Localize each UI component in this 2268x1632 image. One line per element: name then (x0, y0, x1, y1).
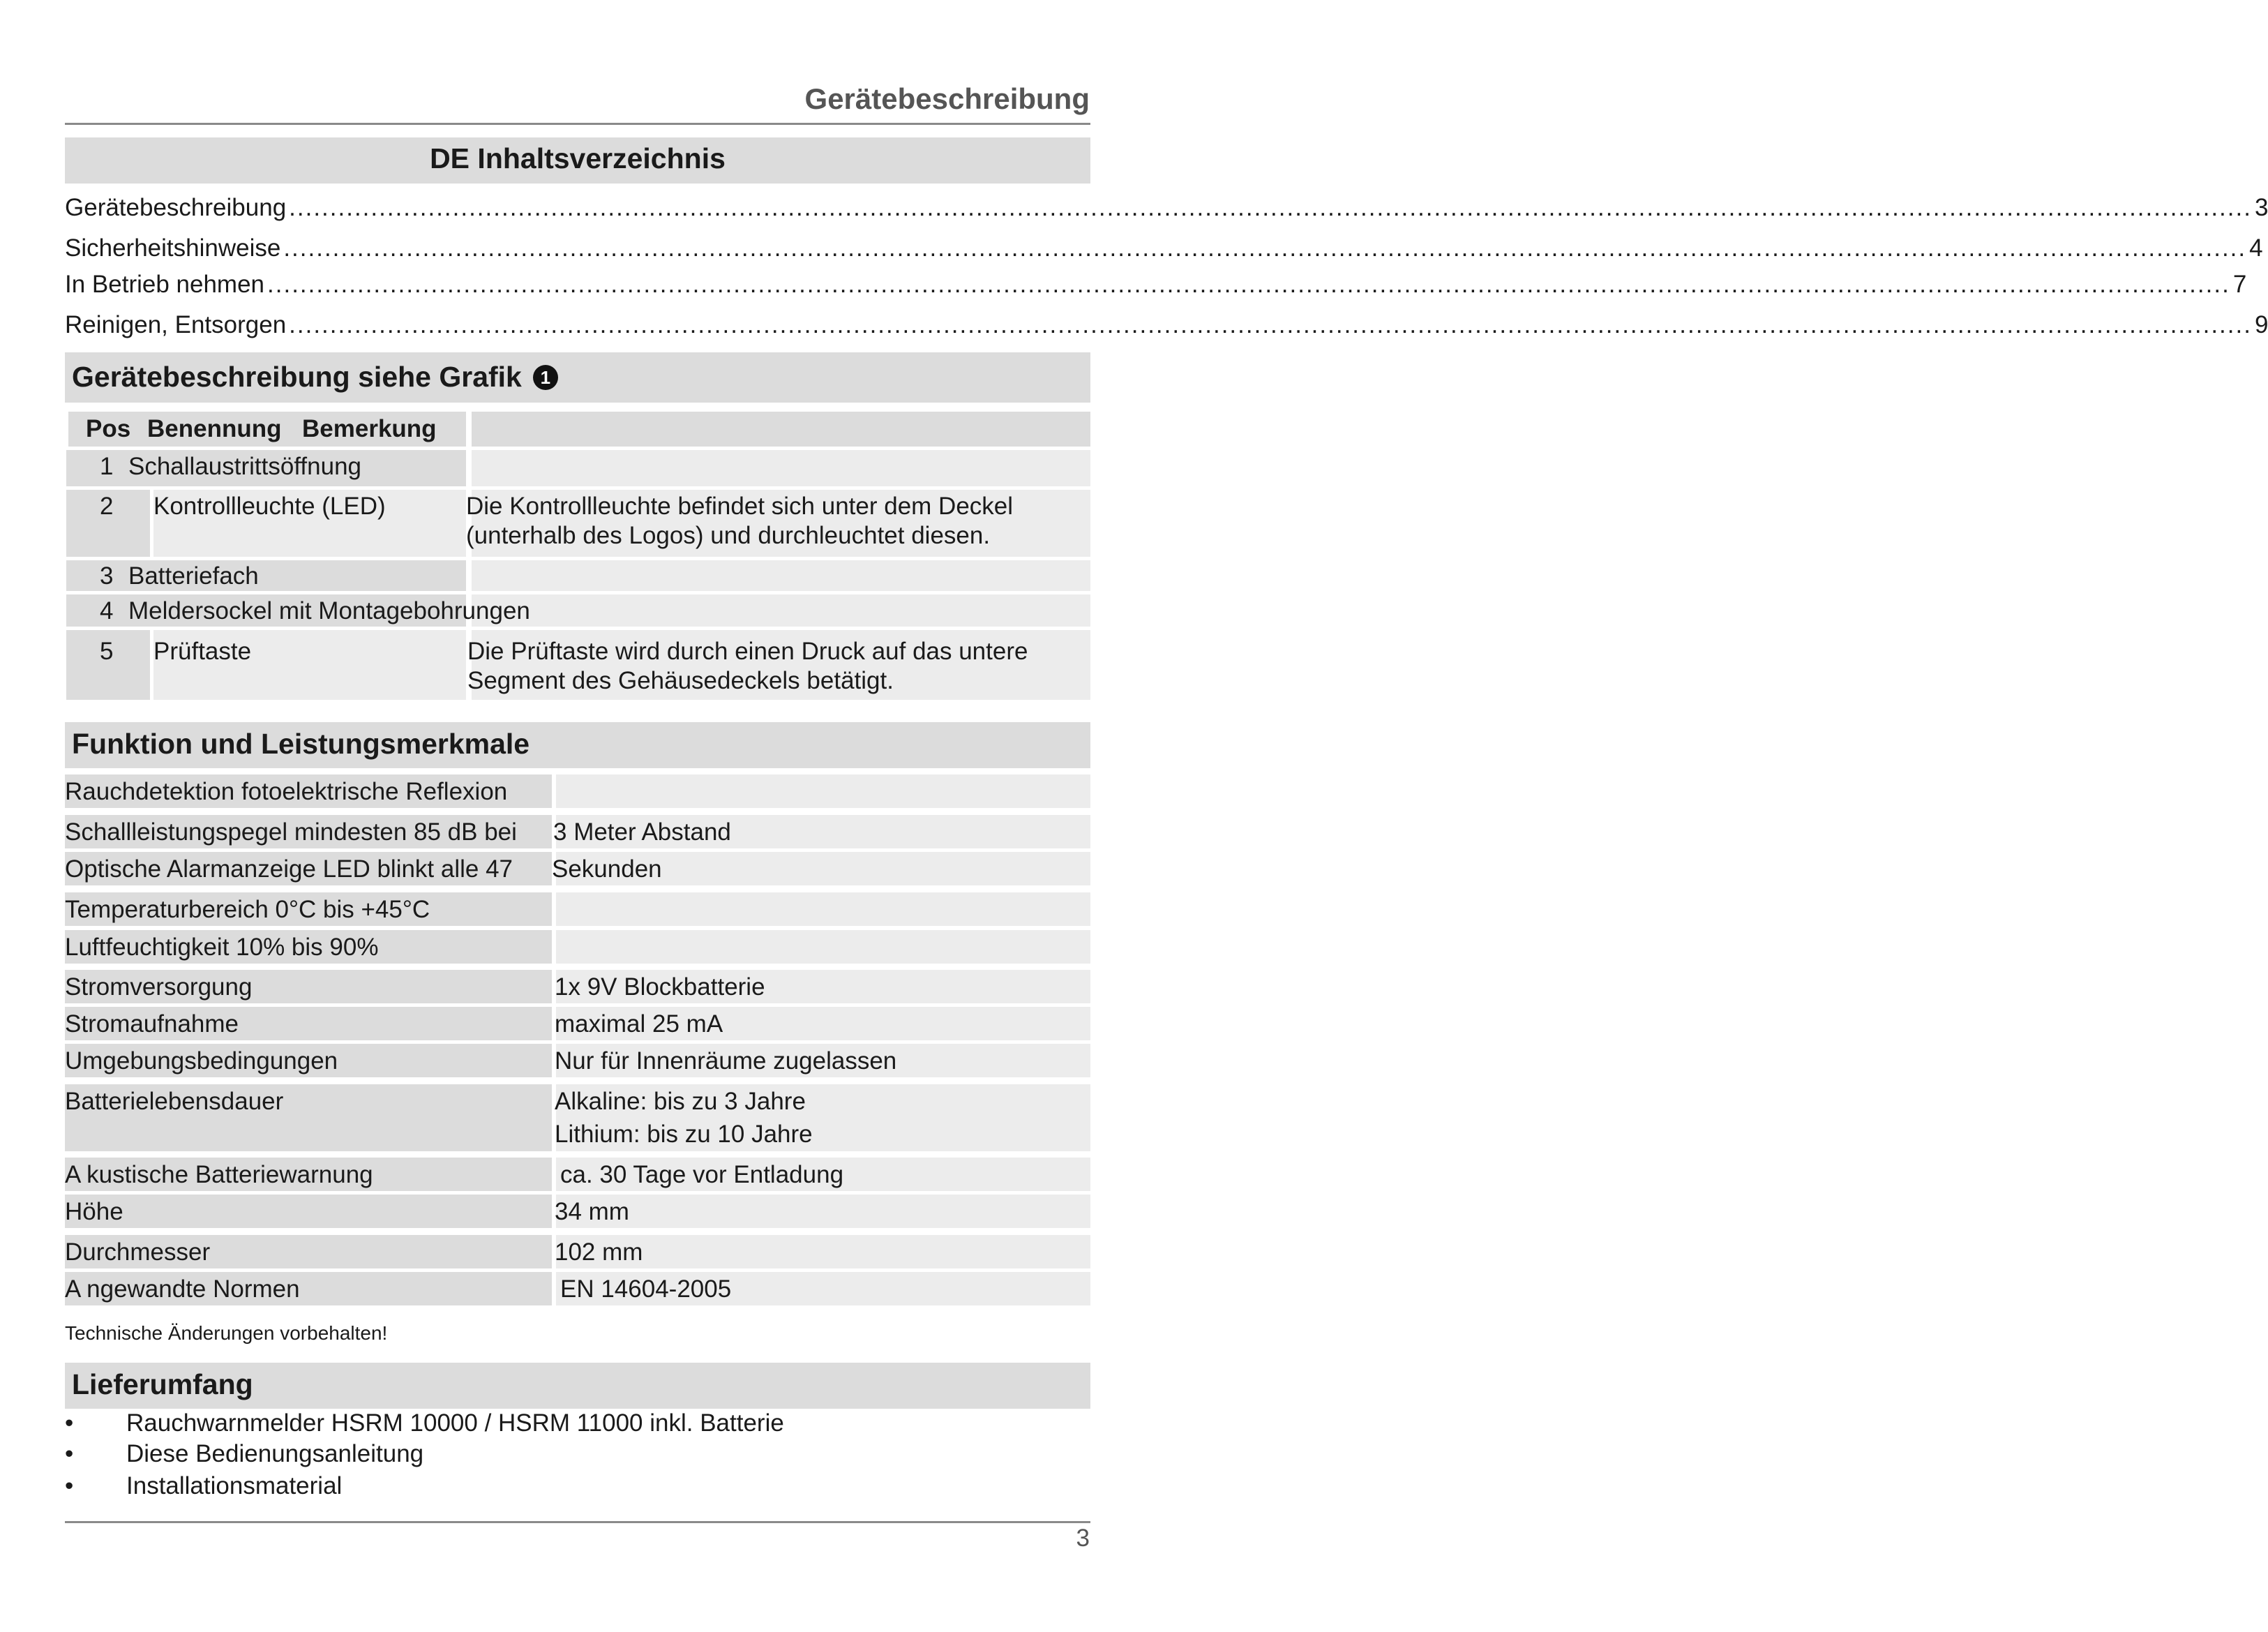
toc-dots: ................................................................................................................................................................................................................................................ (289, 311, 2252, 338)
toc-dots: ................................................................................................................................................................................................................................................ (289, 194, 2252, 221)
feature-label: Schallleistungspegel mindesten 85 dB bei (65, 818, 517, 846)
row-name: Meldersockel mit Montagebohrungen (128, 597, 530, 624)
feature-value-line1: Alkaline: bis zu 3 Jahre (555, 1088, 806, 1115)
bullet-icon: • (65, 1409, 74, 1437)
toc-heading: DE Inhaltsverzeichnis (430, 142, 726, 174)
delivery-heading: Lieferumfang (72, 1368, 253, 1400)
toc-entry-page: 3 (2254, 194, 2268, 221)
feature-value: 34 mm (555, 1198, 629, 1225)
row-name: Batteriefach (128, 562, 259, 590)
device-table-header-right (472, 412, 1090, 447)
feature-label: Umgebungsbedingungen (65, 1047, 338, 1075)
feature-value: 3 Meter Abstand (553, 818, 731, 846)
list-item-text: Rauchwarnmelder HSRM 10000 / HSRM 11000 inkl. Batterie (126, 1409, 784, 1437)
row-remark-line1: Die Prüftaste wird durch einen Druck auf das untere (467, 638, 1028, 665)
row-name: Schallaustrittsöffnung (128, 453, 362, 480)
table-row-bg (472, 560, 1090, 591)
toc-dots: ................................................................................................................................................................................................................................................ (267, 271, 2230, 298)
feature-row-bg (556, 930, 1090, 964)
row-pos: 5 (100, 638, 114, 665)
feature-value: EN 14604-2005 (560, 1275, 732, 1303)
feature-row-bg (556, 1195, 1090, 1228)
feature-row-bg (65, 1195, 552, 1228)
feature-value: Nur für Innenräume zugelassen (555, 1047, 897, 1075)
col-pos: Pos (86, 415, 131, 442)
feature-label: Luftfeuchtigkeit 10% bis 90% (65, 934, 379, 961)
feature-label: Batterielebensdauer (65, 1088, 284, 1115)
page-header-title: Gerätebeschreibung (804, 82, 1090, 115)
toc-entry-label: In Betrieb nehmen (65, 271, 265, 298)
row-pos: 3 (100, 562, 114, 590)
feature-value: Sekunden (552, 855, 662, 883)
feature-value: 1x 9V Blockbatterie (555, 973, 765, 1001)
list-item-text: Diese Bedienungsanleitung (126, 1440, 424, 1467)
feature-label: Temperaturbereich 0°C bis +45°C (65, 896, 430, 923)
row-remark-line2: Segment des Gehäusedeckels betätigt. (467, 667, 894, 694)
row-remark-line2: (unterhalb des Logos) und durchleuchtet diesen. (466, 522, 991, 549)
table-row-bg (472, 594, 1090, 627)
feature-value: 102 mm (555, 1238, 643, 1266)
header-rule (65, 123, 1090, 125)
toc-entry-page: 4 (2249, 234, 2263, 262)
row-remark-line1: Die Kontrollleuchte befindet sich unter dem Deckel (466, 493, 1014, 520)
toc-entry-page: 9 (2254, 311, 2268, 338)
feature-label: A ngewandte Normen (65, 1275, 300, 1303)
row-name: Prüftaste (153, 638, 252, 665)
feature-label: Optische Alarmanzeige LED blinkt alle 47 (65, 855, 513, 883)
feature-row-bg (556, 892, 1090, 926)
graphic-marker-number: 1 (540, 366, 551, 388)
row-pos: 2 (100, 493, 114, 520)
changes-note: Technische Änderungen vorbehalten! (65, 1322, 388, 1344)
graphic-marker-icon (533, 365, 558, 390)
features-heading: Funktion und Leistungsmerkmale (72, 728, 530, 760)
footer-rule (65, 1521, 1090, 1523)
device-heading (72, 361, 558, 394)
feature-label: Höhe (65, 1198, 123, 1225)
list-item-text: Installationsmaterial (126, 1472, 343, 1499)
table-row-bg (66, 560, 466, 591)
feature-label: Stromaufnahme (65, 1010, 239, 1038)
toc-entry-page: 7 (2232, 271, 2247, 298)
col-name: Benennung (147, 415, 282, 442)
toc-entry-label: Gerätebeschreibung (65, 194, 287, 221)
feature-value-line2: Lithium: bis zu 10 Jahre (555, 1121, 813, 1148)
feature-value: ca. 30 Tage vor Entladung (560, 1161, 844, 1188)
toc-entry-label: Sicherheitshinweise (65, 234, 281, 262)
feature-label: A kustische Batteriewarnung (65, 1161, 373, 1188)
toc-entry[interactable] (65, 232, 2263, 262)
row-name: Kontrollleuchte (LED) (153, 493, 386, 520)
page-number: 3 (1076, 1525, 1090, 1552)
bullet-icon: • (65, 1440, 74, 1467)
feature-label: Rauchdetektion fotoelektrische Reflexion (65, 778, 508, 805)
feature-row-bg (556, 774, 1090, 808)
toc-entry[interactable] (65, 308, 2268, 339)
toc-entry[interactable] (65, 268, 2247, 299)
device-heading-text: Gerätebeschreibung siehe Grafik (72, 361, 522, 393)
feature-label: Durchmesser (65, 1238, 211, 1266)
feature-label: Stromversorgung (65, 973, 253, 1001)
toc-entry[interactable] (65, 191, 2268, 222)
row-pos: 1 (100, 453, 114, 480)
row-pos: 4 (100, 597, 114, 624)
toc-entry-label: Reinigen, Entsorgen (65, 311, 287, 338)
feature-value: maximal 25 mA (555, 1010, 723, 1038)
bullet-icon: • (65, 1472, 74, 1499)
toc-dots: ................................................................................................................................................................................................................................................ (283, 234, 2247, 262)
col-remark: Bemerkung (302, 415, 437, 442)
table-row-bg (472, 450, 1090, 486)
